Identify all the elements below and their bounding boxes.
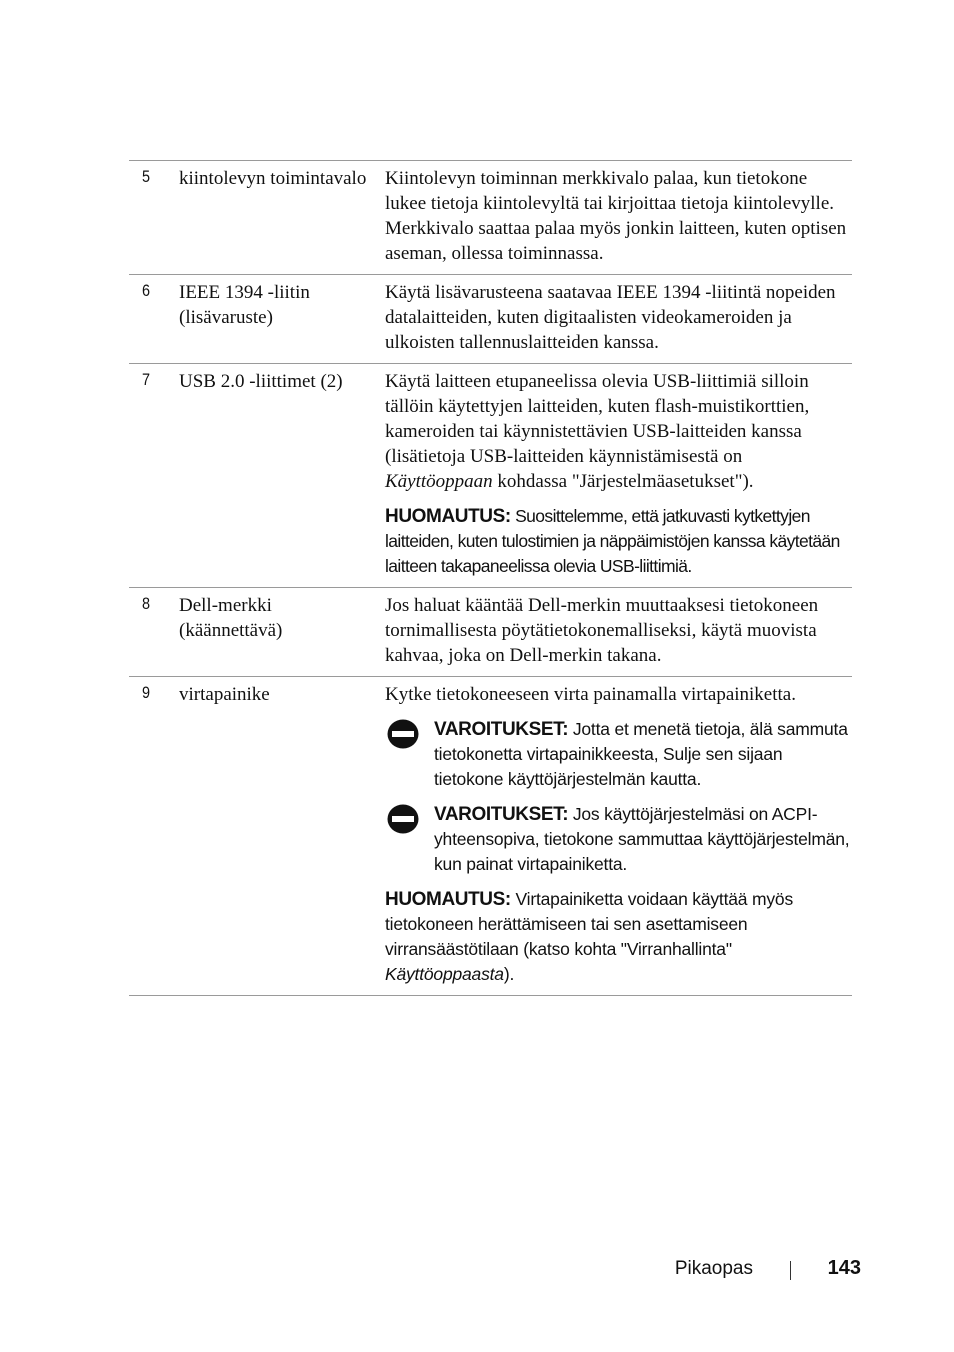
caution-icon <box>387 804 419 834</box>
caution-block <box>385 717 851 792</box>
note-block <box>385 504 851 579</box>
note-text-end: ). <box>503 964 515 984</box>
row-number: 7 <box>142 370 151 389</box>
row-number: 5 <box>142 167 151 186</box>
table-row <box>129 677 852 996</box>
component-label: USB 2.0 -liittimet (2) <box>179 371 343 392</box>
footer-title: Pikaopas <box>674 1258 753 1279</box>
note-block <box>385 887 851 987</box>
caution-text: Jos käyttöjärjestelmäsi on ACPI-yhteensopiva, tietokone sammuttaa käyttöjärjestelmän, kun painat virtapainiketta. <box>434 804 850 874</box>
component-description <box>385 682 851 987</box>
component-label: virtapainike <box>179 684 270 705</box>
component-label: IEEE 1394 -liitin (lisävaruste) <box>179 282 310 328</box>
component-description <box>385 280 851 355</box>
note-heading: HUOMAUTUS: <box>385 889 511 910</box>
description-text-part: kohdassa "Järjestelmäasetukset"). <box>492 471 754 492</box>
description-text <box>385 369 851 494</box>
caution-block <box>385 802 851 877</box>
manual-reference: Käyttöoppaan <box>385 471 493 492</box>
caution-text: Jotta et menetä tietoja, älä sammuta tietokonetta virtapainikkeesta, Sulje sen sijaan tietokone käyttöjärjestelmän kautta. <box>434 719 848 789</box>
row-number: 9 <box>142 683 151 702</box>
table-row <box>129 275 852 364</box>
note-text: Suosittelemme, että jatkuvasti kytkettyjen laitteiden, kuten tulostimien ja näppäimistöjen kanssa käytetään laitteen takapaneelissa olevia USB-liittimiä. <box>385 506 840 576</box>
table-row <box>129 161 852 275</box>
table-row <box>129 588 852 677</box>
manual-reference: Käyttöoppaasta <box>385 964 504 984</box>
description-text: Kiintolevyn toiminnan merkkivalo palaa, kun tietokone lukee tietoja kiintolevyltä tai kirjoittaa tietoja kiintolevylle. Merkkivalo saattaa palaa myös jonkin laitteen, kuten optisen aseman, ollessa toiminnassa. <box>385 168 847 264</box>
footer-divider <box>790 1261 791 1280</box>
component-label: kiintolevyn toimintavalo <box>179 168 367 189</box>
component-table <box>129 160 852 996</box>
component-description <box>385 369 851 579</box>
caution-icon <box>387 719 419 749</box>
component-description <box>385 166 851 266</box>
component-label: Dell-merkki (käännettävä) <box>179 595 283 641</box>
table-row <box>129 364 852 588</box>
page-number: 143 <box>827 1257 861 1279</box>
description-text: Käytä lisävarusteena saatavaa IEEE 1394 -liitintä nopeiden datalaitteiden, kuten digitaalisten videokameroiden ja ulkoisten tallennuslaitteiden kanssa. <box>385 282 836 353</box>
description-text: Jos haluat kääntää Dell-merkin muuttaaksesi tietokoneen tornimallisesta pöytätietokonemalliseksi, käytä muovista kahvaa, joka on Dell-merkin takana. <box>385 595 819 666</box>
caution-heading: VAROITUKSET: <box>434 719 569 740</box>
caution-heading: VAROITUKSET: <box>434 804 569 825</box>
description-text: Kytke tietokoneeseen virta painamalla virtapainiketta. <box>385 684 796 705</box>
page-footer <box>0 1256 954 1286</box>
row-number: 8 <box>142 594 151 613</box>
description-text-part: Käytä laitteen etupaneelissa olevia USB-liittimiä silloin tällöin käytettyjen laitteiden, kuten flash-muistikorttien, kameroiden tai käynnistettävien USB-laitteiden kanssa (lisätietoja USB-laitteiden käynnistämisestä on <box>385 371 810 467</box>
component-description <box>385 593 851 668</box>
note-heading: HUOMAUTUS: <box>385 506 511 527</box>
row-number: 6 <box>142 281 151 300</box>
note-text: Virtapainiketta voidaan käyttää myös tietokoneen herättämiseen tai sen asettamiseen virransäästötilaan (katso kohta "Virranhallinta" <box>385 889 793 959</box>
